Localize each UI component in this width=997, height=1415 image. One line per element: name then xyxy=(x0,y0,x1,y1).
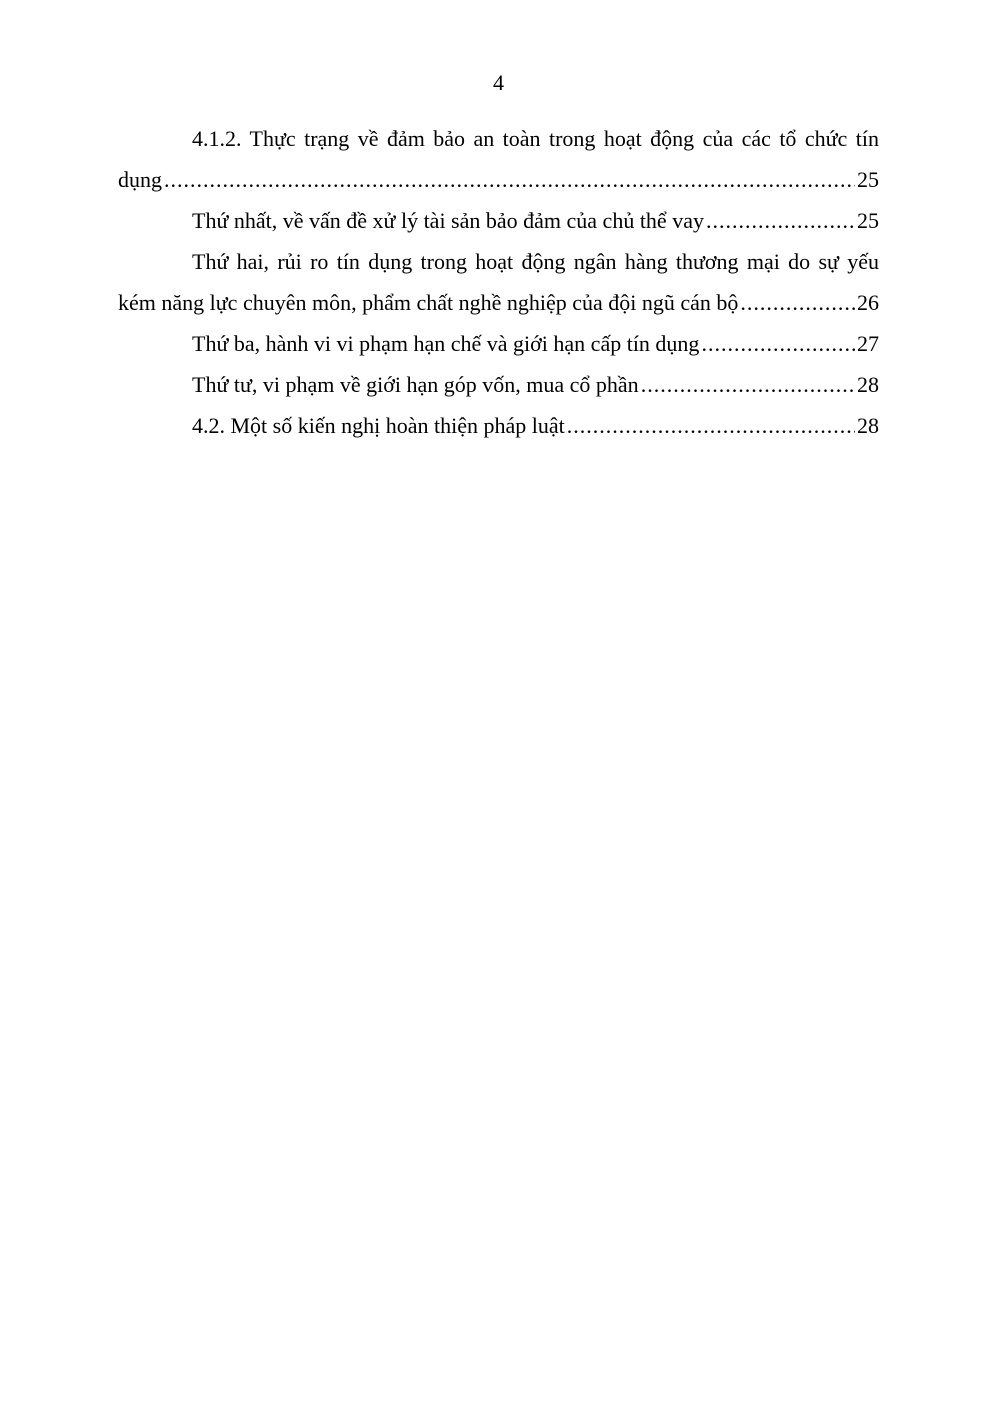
toc-entry-line xyxy=(118,405,879,446)
toc-entry-title: Thứ hai, rủi ro tín dụng trong hoạt động ngân hàng thương mại do sự yếu xyxy=(192,249,879,274)
toc-entry-title: Thứ nhất, về vấn đề xử lý tài sản bảo đảm của chủ thể vay xyxy=(192,208,704,233)
toc-entry-line xyxy=(118,200,879,241)
toc-page-number: 25 xyxy=(857,167,879,192)
toc-entry-title: 4.1.2. Thực trạng về đảm bảo an toàn trong hoạt động của các tổ chức tín xyxy=(192,126,879,151)
toc-entry-thu-nhat[interactable] xyxy=(118,200,879,241)
toc-entry-line xyxy=(118,364,879,405)
toc-page-number: 26 xyxy=(857,290,879,315)
toc-entry-line xyxy=(118,282,879,323)
toc-entry-thu-ba[interactable] xyxy=(118,323,879,364)
dot-leader xyxy=(641,364,855,405)
dot-leader xyxy=(706,200,855,241)
dot-leader xyxy=(701,323,855,364)
toc-entry-thu-tu[interactable] xyxy=(118,364,879,405)
toc-entry-title-continued: kém năng lực chuyên môn, phẩm chất nghề nghiệp của đội ngũ cán bộ xyxy=(118,290,739,315)
toc-entry-title-continued: dụng xyxy=(118,167,162,192)
dot-leader xyxy=(740,282,855,323)
toc-page-number: 28 xyxy=(857,372,879,397)
toc-page-number: 25 xyxy=(857,208,879,233)
toc-entry-4-1-2[interactable] xyxy=(118,118,879,200)
toc-entry-thu-hai[interactable] xyxy=(118,241,879,323)
table-of-contents xyxy=(118,118,879,446)
toc-entry-title: 4.2. Một số kiến nghị hoàn thiện pháp luật xyxy=(192,413,565,438)
dot-leader xyxy=(164,159,855,200)
page-number: 4 xyxy=(493,70,504,95)
toc-entry-line xyxy=(118,159,879,200)
toc-entry-title: Thứ tư, vi phạm về giới hạn góp vốn, mua cổ phần xyxy=(192,372,639,397)
toc-entry-line xyxy=(118,323,879,364)
dot-leader xyxy=(567,405,855,446)
toc-page-number: 27 xyxy=(857,331,879,356)
toc-entry-line xyxy=(118,118,879,159)
toc-entry-4-2[interactable] xyxy=(118,405,879,446)
toc-entry-line xyxy=(118,241,879,282)
toc-entry-title: Thứ ba, hành vi vi phạm hạn chế và giới hạn cấp tín dụng xyxy=(192,331,700,356)
toc-page-number: 28 xyxy=(857,413,879,438)
